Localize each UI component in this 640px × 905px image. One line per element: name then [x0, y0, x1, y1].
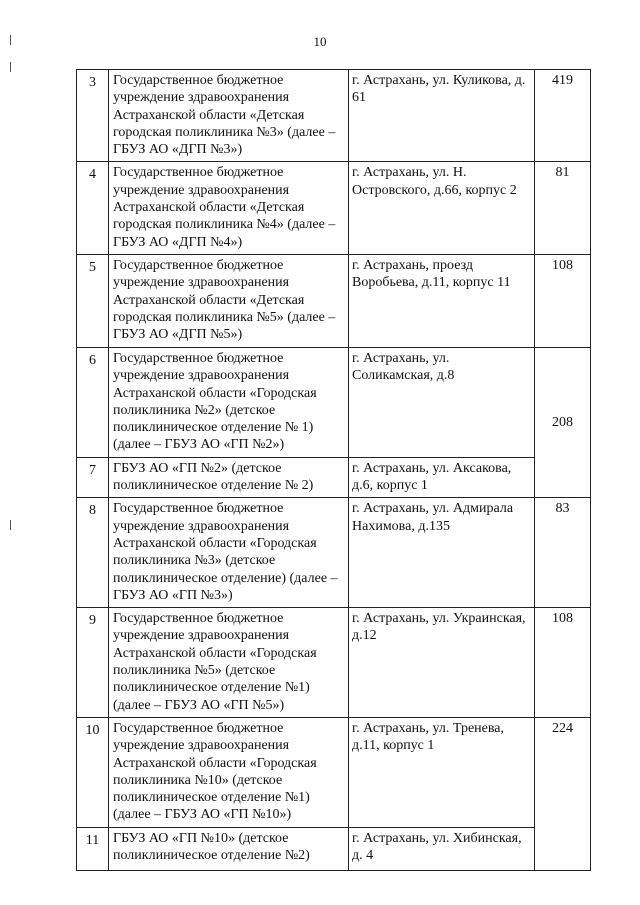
page-number: 10	[313, 34, 327, 49]
margin-mark	[10, 62, 11, 72]
row-number: 4	[77, 162, 109, 254]
table-row	[77, 70, 591, 162]
table-row	[77, 162, 591, 254]
organization-name: Государственное бюджетное учреждение здравоохранения Астраханской области «Детская городская поликлиника №4» (далее – ГБУЗ АО «ДГП №4»)	[109, 162, 349, 254]
row-number: 11	[77, 827, 109, 870]
organization-name: ГБУЗ АО «ГП №10» (детское поликлиническое отделение №2)	[109, 827, 349, 870]
organization-name: Государственное бюджетное учреждение здравоохранения Астраханской области «Городская поликлиника №3» (детское поликлиническое отделение) (далее – ГБУЗ АО «ГП №3»)	[109, 498, 349, 608]
organization-name: Государственное бюджетное учреждение здравоохранения Астраханской области «Городская поликлиника №5» (детское поликлиническое отделение №1) (далее – ГБУЗ АО «ГП №5»)	[109, 608, 349, 718]
margin-mark	[10, 35, 11, 45]
margin-mark	[10, 520, 11, 530]
row-number: 7	[77, 457, 109, 498]
count: 83	[535, 498, 591, 608]
organization-name: Государственное бюджетное учреждение здравоохранения Астраханской области «Детская городская поликлиника №5» (далее – ГБУЗ АО «ДГП №5»)	[109, 254, 349, 347]
table-row	[77, 827, 591, 870]
facilities-table	[76, 69, 591, 871]
count: 108	[535, 254, 591, 347]
table-row	[77, 457, 591, 498]
count: 419	[535, 70, 591, 162]
address: г. Астрахань, ул. Хибинская, д. 4	[349, 827, 535, 870]
address: г. Астрахань, ул. Соликамская, д.8	[349, 347, 535, 457]
table-row	[77, 498, 591, 608]
count: 108	[535, 608, 591, 718]
count: 208	[535, 347, 591, 497]
row-number: 3	[77, 70, 109, 162]
row-number: 9	[77, 608, 109, 718]
address: г. Астрахань, ул. Адмирала Нахимова, д.135	[349, 498, 535, 608]
organization-name: Государственное бюджетное учреждение здравоохранения Астраханской области «Детская городская поликлиника №3» (далее – ГБУЗ АО «ДГП №3»)	[109, 70, 349, 162]
address: г. Астрахань, ул. Аксакова, д.6, корпус 1	[349, 457, 535, 498]
address: г. Астрахань, ул. Украинская, д.12	[349, 608, 535, 718]
address: г. Астрахань, проезд Воробьева, д.11, корпус 11	[349, 254, 535, 347]
table-row	[77, 717, 591, 827]
row-number: 6	[77, 347, 109, 457]
table-row	[77, 254, 591, 347]
organization-name: Государственное бюджетное учреждение здравоохранения Астраханской области «Городская поликлиника №2» (детское поликлиническое отделение № 1) (далее – ГБУЗ АО «ГП №2»)	[109, 347, 349, 457]
address: г. Астрахань, ул. Тренева, д.11, корпус 1	[349, 717, 535, 827]
row-number: 10	[77, 717, 109, 827]
table-row	[77, 347, 591, 457]
count: 224	[535, 717, 591, 870]
row-number: 8	[77, 498, 109, 608]
row-number: 5	[77, 254, 109, 347]
table-row	[77, 608, 591, 718]
address: г. Астрахань, ул. Куликова, д. 61	[349, 70, 535, 162]
address: г. Астрахань, ул. Н. Островского, д.66, корпус 2	[349, 162, 535, 254]
organization-name: Государственное бюджетное учреждение здравоохранения Астраханской области «Городская поликлиника №10» (детское поликлиническое отделение №1) (далее – ГБУЗ АО «ГП №10»)	[109, 717, 349, 827]
count: 81	[535, 162, 591, 254]
organization-name: ГБУЗ АО «ГП №2» (детское поликлиническое отделение № 2)	[109, 457, 349, 498]
